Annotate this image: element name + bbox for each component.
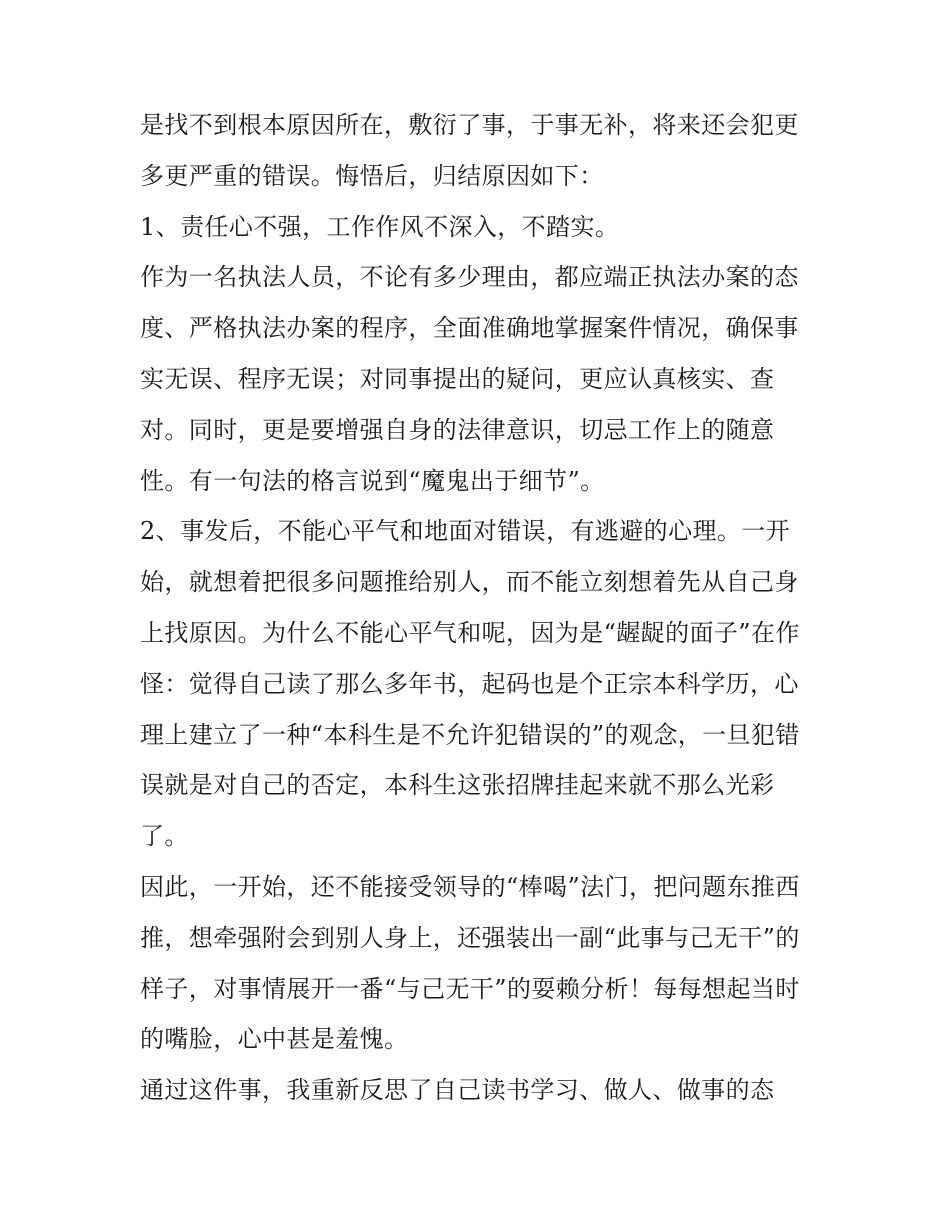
text-line: 1、责任心不强，工作作风不深入，不踏实。: [140, 212, 620, 241]
text-line: 样子，对事情展开一番“与己无干”的耍赖分析！每每想起当时: [140, 974, 800, 1003]
text-line: 上找原因。为什么不能心平气和呢，因为是“龌龊的面子”在作: [140, 618, 800, 647]
text-line: 理上建立了一种“本科生是不允许犯错误的”的观念，一旦犯错: [140, 720, 800, 749]
text-line: 多更严重的错误。悔悟后，归结原因如下：: [140, 161, 604, 190]
text-line: 是找不到根本原因所在，敷衍了事，于事无补，将来还会犯更: [140, 111, 799, 139]
text-line: 实无误、程序无误；对同事提出的疑问，更应认真核实、查: [140, 364, 775, 393]
text-line: 始，就想着把很多问题推给别人，而不能立刻想着先从自己身: [140, 568, 799, 597]
text-line: 误就是对自己的否定，本科生这张招牌挂起来就不那么光彩: [140, 771, 775, 800]
text-line: 怪：觉得自己读了那么多年书，起码也是个正宗本科学历，心: [140, 669, 799, 698]
text-line: 推，想牵强附会到别人身上，还强装出一副“此事与己无干”的: [140, 923, 800, 952]
text-line: 的嘴脸，心中甚是羞愧。: [140, 1025, 409, 1054]
text-line: 了。: [140, 822, 189, 851]
document-body: [140, 100, 820, 1116]
text-line: 通过这件事，我重新反思了自己读书学习、做人、做事的态: [140, 1076, 775, 1105]
text-line: 性。有一句法的格言说到“魔鬼出于细节”。: [140, 466, 605, 495]
text-line: 对。同时，更是要增强自身的法律意识，切忌工作上的随意: [140, 415, 775, 444]
text-line: 作为一名执法人员，不论有多少理由，都应端正执法办案的态: [140, 263, 799, 292]
text-line: 因此，一开始，还不能接受领导的“棒喝”法门，把问题东推西: [140, 872, 800, 901]
text-line: 2、事发后，不能心平气和地面对错误，有逃避的心理。一开: [140, 517, 791, 546]
text-line: 度、严格执法办案的程序，全面准确地掌握案件情况，确保事: [140, 314, 799, 343]
